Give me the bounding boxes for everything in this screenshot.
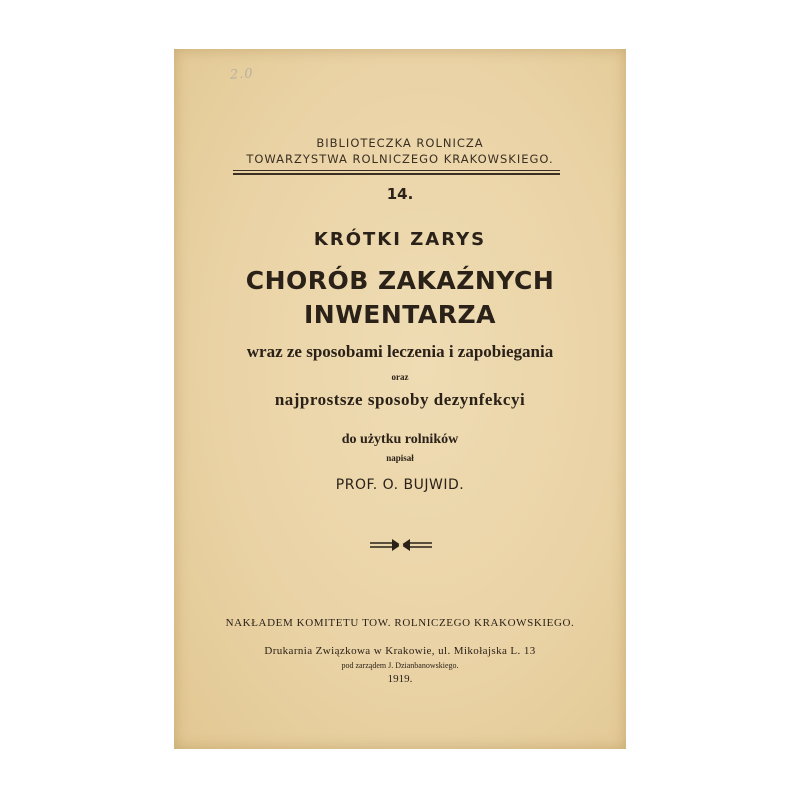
printer-line: Drukarnia Związkowa w Krakowie, ul. Mikołajska L. 13 [264,645,536,657]
title-overline: KRÓTKI ZARYS [313,229,487,250]
book-cover-page [174,49,626,749]
connector-oraz: oraz [391,372,409,382]
series-title-line-2: TOWARZYSTWA ROLNICZEGO KRAKOWSKIEGO. [246,152,554,166]
volume-number: 14. [386,185,414,203]
series-title-line-1: BIBLIOTECZKA ROLNICZA [316,136,484,150]
subtitle-3: do użytku rolników [341,432,459,447]
ornament-icon [370,537,432,553]
connector-napisal: napisał [386,453,414,463]
publisher-line: NAKŁADEM KOMITETU TOW. ROLNICZEGO KRAKOWSKIEGO. [225,617,575,629]
pencil-note: 2.0 [229,66,255,83]
divider-thick [233,173,560,175]
main-title-line-1: CHORÓB ZAKAŹNYCH [245,266,555,295]
divider-thin [233,170,560,171]
author-name: PROF. O. BUJWID. [335,477,465,493]
publication-year: 1919. [387,673,413,685]
subtitle-2: najprostsze sposoby dezynfekcyi [274,390,526,409]
management-line: pod zarządem J. Dzianbanowskiego. [341,661,459,670]
main-title-line-2: INWENTARZA [304,300,496,329]
subtitle-1: wraz ze sposobami leczenia i zapobiegania [246,342,554,361]
